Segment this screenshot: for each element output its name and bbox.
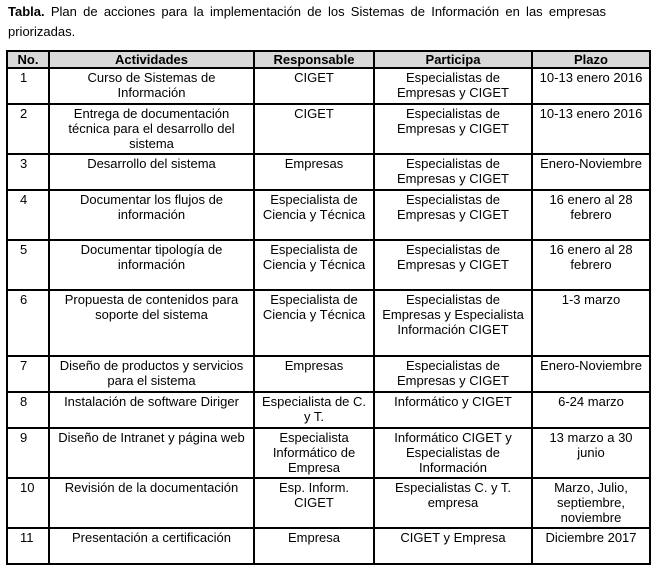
cell-plazo: 16 enero al 28 febrero (532, 190, 650, 240)
table-row (7, 68, 650, 104)
caption-text: Plan de acciones para la implementación de los Sistemas de Información en las empresas priorizadas. (8, 4, 606, 39)
header-responsable: Responsable (254, 51, 374, 68)
cell-plazo: Enero-Noviembre (532, 356, 650, 392)
cell-no: 8 (7, 392, 49, 428)
cell-no: 4 (7, 190, 49, 240)
cell-participa: Especialistas de Empresas y Especialista Información CIGET (374, 290, 532, 356)
table-caption (8, 2, 606, 42)
table-row (7, 104, 650, 154)
cell-responsable: Especialista de Ciencia y Técnica (254, 240, 374, 290)
cell-participa: Informático y CIGET (374, 392, 532, 428)
cell-plazo: Marzo, Julio, septiembre, noviembre (532, 478, 650, 528)
cell-participa: Especialistas de Empresas y CIGET (374, 190, 532, 240)
header-participa: Participa (374, 51, 532, 68)
cell-responsable: Especialista Informático de Empresa (254, 428, 374, 478)
cell-no: 7 (7, 356, 49, 392)
table-header-row (7, 51, 650, 68)
cell-participa: Especialistas de Empresas y CIGET (374, 104, 532, 154)
cell-no: 3 (7, 154, 49, 190)
cell-plazo: Enero-Noviembre (532, 154, 650, 190)
cell-plazo: 6-24 marzo (532, 392, 650, 428)
cell-actividad: Desarrollo del sistema (49, 154, 254, 190)
cell-actividad: Documentar tipología de información (49, 240, 254, 290)
cell-participa: CIGET y Empresa (374, 528, 532, 564)
action-plan-table (6, 50, 651, 565)
table-row (7, 190, 650, 240)
cell-no: 6 (7, 290, 49, 356)
cell-plazo: Diciembre 2017 (532, 528, 650, 564)
cell-no: 9 (7, 428, 49, 478)
cell-responsable: Empresa (254, 528, 374, 564)
cell-participa: Especialistas de Empresas y CIGET (374, 154, 532, 190)
cell-participa: Informático CIGET y Especialistas de Información (374, 428, 532, 478)
cell-no: 10 (7, 478, 49, 528)
cell-responsable: Especialista de Ciencia y Técnica (254, 190, 374, 240)
cell-plazo: 13 marzo a 30 junio (532, 428, 650, 478)
table-row (7, 528, 650, 564)
cell-actividad: Propuesta de contenidos para soporte del sistema (49, 290, 254, 356)
caption-lead: Tabla. (8, 4, 45, 19)
cell-plazo: 10-13 enero 2016 (532, 104, 650, 154)
table-row (7, 240, 650, 290)
cell-plazo: 10-13 enero 2016 (532, 68, 650, 104)
table-row (7, 392, 650, 428)
table-row (7, 428, 650, 478)
cell-participa: Especialistas C. y T. empresa (374, 478, 532, 528)
cell-no: 2 (7, 104, 49, 154)
cell-responsable: Especialista de Ciencia y Técnica (254, 290, 374, 356)
table-row (7, 290, 650, 356)
header-plazo: Plazo (532, 51, 650, 68)
cell-actividad: Documentar los flujos de información (49, 190, 254, 240)
cell-no: 5 (7, 240, 49, 290)
cell-responsable: CIGET (254, 104, 374, 154)
table-row (7, 154, 650, 190)
cell-responsable: Empresas (254, 154, 374, 190)
cell-participa: Especialistas de Empresas y CIGET (374, 240, 532, 290)
cell-actividad: Diseño de productos y servicios para el sistema (49, 356, 254, 392)
header-no: No. (7, 51, 49, 68)
cell-responsable: Empresas (254, 356, 374, 392)
cell-no: 1 (7, 68, 49, 104)
cell-plazo: 1-3 marzo (532, 290, 650, 356)
cell-actividad: Instalación de software Diriger (49, 392, 254, 428)
cell-responsable: Especialista de C. y T. (254, 392, 374, 428)
table-row (7, 478, 650, 528)
cell-actividad: Presentación a certificación (49, 528, 254, 564)
cell-participa: Especialistas de Empresas y CIGET (374, 68, 532, 104)
cell-actividad: Diseño de Intranet y página web (49, 428, 254, 478)
cell-actividad: Entrega de documentación técnica para el desarrollo del sistema (49, 104, 254, 154)
header-actividades: Actividades (49, 51, 254, 68)
cell-no: 11 (7, 528, 49, 564)
cell-actividad: Curso de Sistemas de Información (49, 68, 254, 104)
cell-participa: Especialistas de Empresas y CIGET (374, 356, 532, 392)
cell-responsable: Esp. Inform. CIGET (254, 478, 374, 528)
cell-plazo: 16 enero al 28 febrero (532, 240, 650, 290)
cell-responsable: CIGET (254, 68, 374, 104)
cell-actividad: Revisión de la documentación (49, 478, 254, 528)
table-row (7, 356, 650, 392)
